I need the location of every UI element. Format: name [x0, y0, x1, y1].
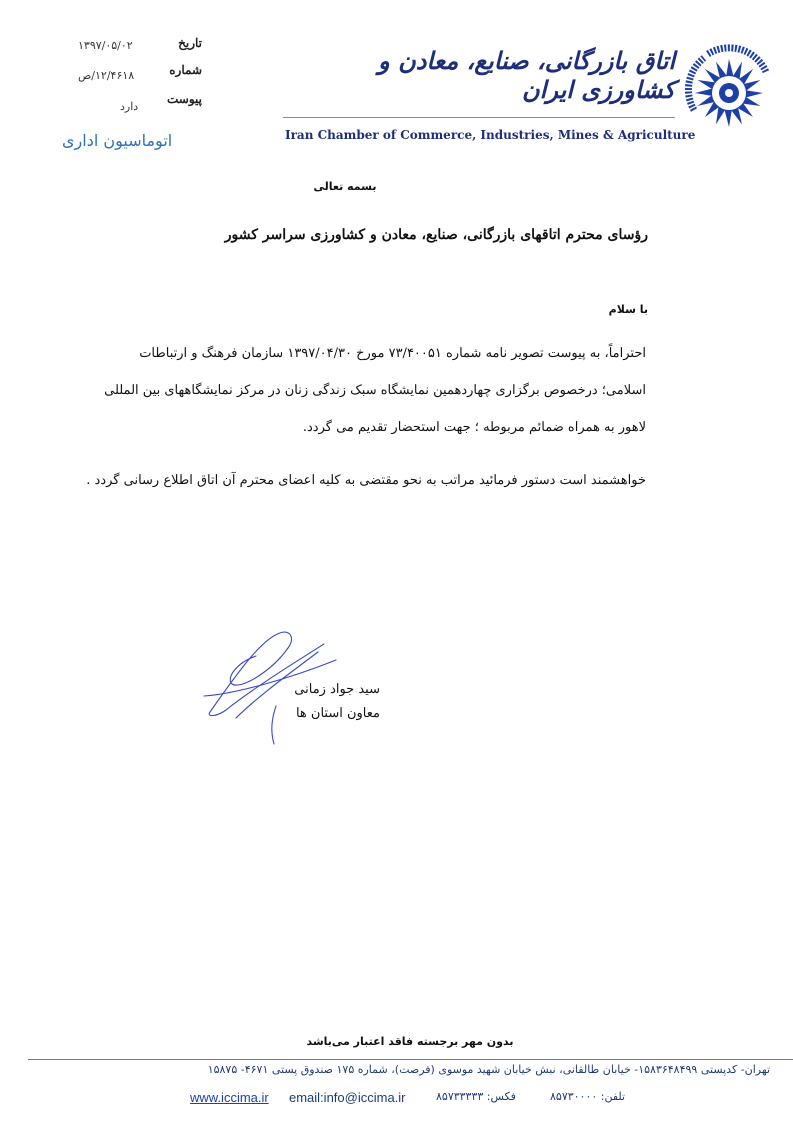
fax-number: فکس: ۸۵۷۳۳۳۳۳: [436, 1090, 516, 1103]
organization-name-english: Iran Chamber of Commerce, Industries, Mines & Agriculture: [285, 128, 696, 142]
attachment-row: [60, 92, 210, 114]
signer-name: سید جواد زمانی: [294, 682, 380, 697]
date-row: [60, 36, 210, 58]
organization-name-persian: اتاق بازرگانی، صنایع، معادن و کشاورزی ایران: [378, 46, 675, 104]
phone-number: تلفن: ۸۵۷۳۰۰۰۰: [550, 1090, 626, 1103]
salutation: با سلام: [608, 303, 648, 316]
date-label: تاریخ: [178, 36, 202, 50]
bismillah-heading: بسمه تعالی: [313, 180, 377, 193]
attachment-label: پیوست: [167, 92, 202, 106]
website-link[interactable]: www.iccima.ir: [190, 1090, 269, 1105]
email-address[interactable]: email:info@iccima.ir: [289, 1090, 406, 1105]
automation-stamp: اتوماسیون اداری: [62, 131, 173, 150]
recipient-line: رؤسای محترم اتاقهای بازرگانی، صنایع، معادن و کشاورزی سراسر کشور: [224, 227, 648, 243]
date-value: ۱۳۹۷/۰۵/۰۲: [78, 39, 133, 52]
body-line: لاهور به همراه ضمائم مربوطه ؛ جهت استحضار تقدیم می گردد.: [302, 420, 646, 435]
attachment-value: دارد: [120, 100, 139, 113]
number-value: ۱۲/۴۶۱۸/ص: [78, 69, 135, 82]
header-divider: [283, 117, 675, 118]
footer-seal-note: بدون مهر برجسته فاقد اعتبار می‌باشد: [306, 1035, 514, 1048]
body-line: خواهشمند است دستور فرمائید مراتب به نحو مقتضی به کلیه اعضای محترم آن اتاق اطلاع رسانی گردد .: [86, 473, 646, 488]
footer-address: تهران- کدپستی ۱۵۸۳۶۴۸۴۹۹- خیابان طالقانی، نبش خیابان شهید موسوی (فرصت)، شماره ۱۷۵ صندوق پستی ۴۶۷۱- ۱۵۸۷۵: [207, 1063, 770, 1076]
signer-title: معاون استان ها: [295, 706, 380, 721]
number-label: شماره: [169, 63, 202, 77]
body-line: احتراماً، به پیوست تصویر نامه شماره ۷۳/۴۰۰۵۱ مورخ ۱۳۹۷/۰۴/۳۰ سازمان فرهنگ و ارتباطات: [139, 346, 646, 361]
chamber-logo-icon: [674, 38, 784, 148]
body-line: اسلامی؛ درخصوص برگزاری چهاردهمین نمایشگاه سبک زندگی زنان در مرکز نمایشگاههای بین المللی: [104, 383, 646, 398]
number-row: [60, 63, 210, 85]
footer-divider: [28, 1059, 793, 1060]
